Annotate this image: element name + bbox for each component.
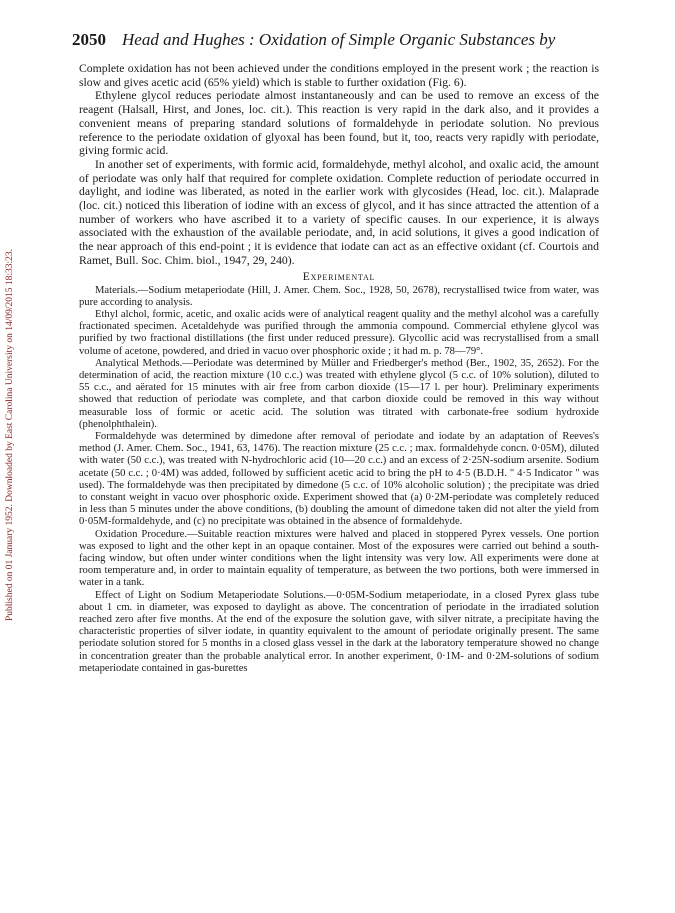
paragraph: In another set of experiments, with formic acid, formaldehyde, methyl alcohol, and oxalic acid, the amount of periodate was only half that required for complete oxidation. Complete reduction of periodate occurred in daylight, and iodine was liberated, as noted in the earlier work with glycosides (Head, loc. cit.). Malaprade (loc. cit.) noticed this liberation of iodine with an excess of glycol, and it has since attracted the attention of a number of workers who have ascribed it to a variety of specific causes. In our experience, it is always associated with the exhaustion of the available periodate, and, in acid solutions, it gives a good indication of the near approach of this end-point ; it is evidence that iodate can act as an effective oxidant (cf. Courtois and Ramet, Bull. Soc. Chim. biol., 1947, 29, 240). <box>79 157 599 267</box>
section-heading: Experimental <box>302 270 376 283</box>
experimental-section <box>79 285 599 676</box>
page-content <box>79 62 599 675</box>
paragraph: Materials.—Sodium metaperiodate (Hill, J. Amer. Chem. Soc., 1928, 50, 2678), recrystallised twice from water, was pure according to analysis. <box>79 284 599 308</box>
paragraph: Ethyl alchol, formic, acetic, and oxalic acids were of analytical reagent quality and the methyl alcohol was a carefully fractionated specimen. Acetaldehyde was purified through the ammonia compound. Commercial ethylene glycol was purified by two fractional distillations (the first under reduced pressure). Glycollic acid was recrystallised from a small volume of acetone, powdered, and dried in vacuo over phosphoric oxide ; it had m. p. 78—79°. <box>79 308 599 357</box>
page-number: 2050 <box>72 30 106 49</box>
download-watermark: Published on 01 January 1952. Downloaded by East Carolina University on 14/09/2015 18:33:23. <box>5 248 15 622</box>
running-title: Head and Hughes : Oxidation of Simple Organic Substances by <box>122 30 556 49</box>
paragraph: Complete oxidation has not been achieved under the conditions employed in the present work ; the reaction is slow and gives acetic acid (65% yield) which is stable to further oxidation (Fig. 6). <box>79 62 599 89</box>
paragraph: Analytical Methods.—Periodate was determined by Müller and Friedberger's method (Ber., 1902, 35, 2652). For the determination of acid, the reaction mixture (10 c.c.) was treated with ethylene glycol (5 c.c. of 10% solution), diluted to 55 c.c., and aërated for 15 minutes with air free from carbon dioxide (15—17 l. per hour). Preliminary experiments showed that reduction of periodate was complete, and that carbon dioxide could be removed in this way without measurable loss of formic or acetic acid. The solution was titrated with carbonate-free sodium hydroxide (phenolphthalein). <box>79 357 599 430</box>
main-text <box>79 62 599 268</box>
paragraph: Oxidation Procedure.—Suitable reaction mixtures were halved and placed in stoppered Pyrex vessels. One portion was exposed to light and the other kept in an opaque container. Most of the exposures were carried out behind a south-facing window, but often under winter conditions when the light intensity was very low. All experiments were done at room temperature and, in order to maintain equality of temperature, as between the two portions, both were immersed in water in a tank. <box>79 528 599 589</box>
paragraph: Effect of Light on Sodium Metaperiodate Solutions.—0·05M-Sodium metaperiodate, in a closed Pyrex glass tube about 1 cm. in diameter, was exposed to daylight as above. The concentration of periodate in the irradiated solution reached zero after five months. At the end of the exposure the solution gave, with silver nitrate, a precipitate having the characteristic properties of silver iodate, in quantity equivalent to the amount of periodate originally present. The same periodate solution stored for 5 months in a closed glass vessel in the dark at the laboratory temperature showed no change in concentration greater than the probable analytical error. In another experiment, 0·1M- and 0·2M-solutions of sodium metaperiodate contained in gas-burettes <box>79 589 599 674</box>
page-header <box>72 30 612 60</box>
paragraph: Formaldehyde was determined by dimedone after removal of periodate and iodate by an adaptation of Reeves's method (J. Amer. Chem. Soc., 1941, 63, 1476). The reaction mixture (25 c.c. ; max. formaldehyde concn. 0·05M), diluted with water (50 c.c.), was treated with N-hydrochloric acid (10—20 c.c.) and an excess of 2·25N-sodium arsenite. Sodium acetate (50 c.c. ; 0·4M) was added, followed by sufficient acetic acid to bring the pH to 4·5 (B.D.H. " 4·5 Indicator " was used). The formaldehyde was then precipitated by dimedone (5 c.c. of 10% alcoholic solution) ; the precipitate was dried to constant weight in vacuo over phosphoric oxide. Experiment showed that (a) 0·2M-periodate was completely reduced in less than 5 minutes under the above conditions, (b) doubling the amount of dimedone taken did not alter the yield from 0·05M-formaldehyde, and (c) no precipitate was obtained in the absence of formaldehyde. <box>79 430 599 528</box>
paragraph: Ethylene glycol reduces periodate almost instantaneously and can be used to remove an excess of the reagent (Halsall, Hirst, and Jones, loc. cit.). This reaction is very rapid in the dark also, and it provides a convenient means of preparing standard solutions of formaldehyde in periodate solution. No previous reference to the periodate oxidation of glyoxal has been found, but it, too, reacts very rapidly with periodate, giving formic acid. <box>79 89 599 158</box>
